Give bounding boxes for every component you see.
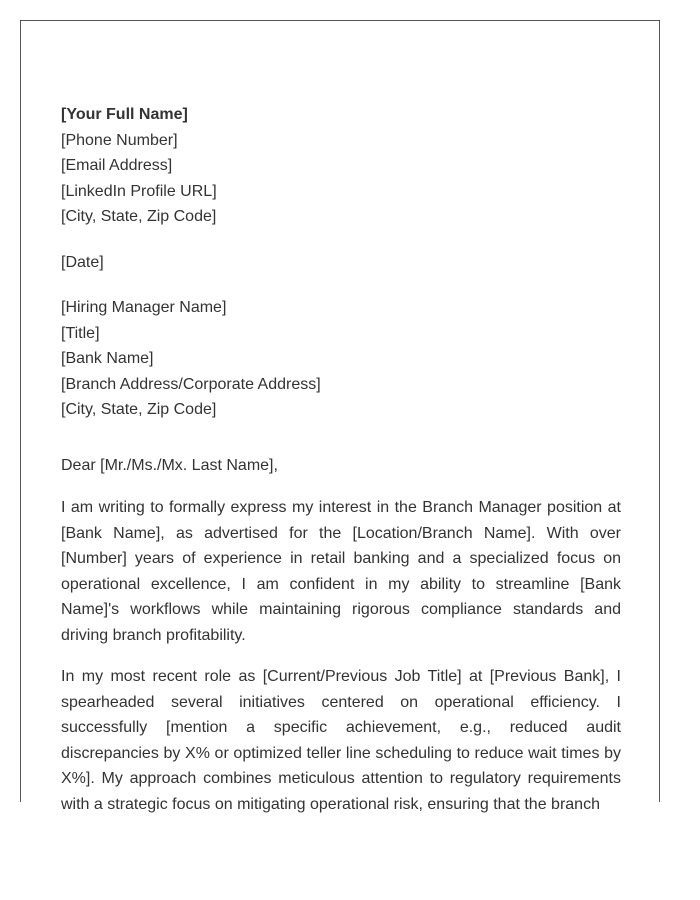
recipient-block: [61, 295, 621, 423]
recipient-name: [Hiring Manager Name]: [61, 299, 227, 316]
body-paragraph-1: I am writing to formally express my interest in the Branch Manager position at [Bank Name], as advertised for the [Location/Branch Name]. With over [Number] years of experience in retail banking and a specialized focus on operational excellence, I am confident in my ability to streamline [Bank Name]'s workflows while maintaining rigorous compliance standards and driving branch profitability.: [61, 499, 621, 644]
salutation-block: [61, 453, 621, 479]
recipient-city-state-zip: [City, State, Zip Code]: [61, 401, 217, 418]
salutation: Dear [Mr./Ms./Mx. Last Name],: [61, 456, 278, 474]
sender-phone: [Phone Number]: [61, 131, 178, 149]
letter-body: [61, 102, 621, 817]
recipient-title: [Title]: [61, 324, 100, 342]
letter-date: [Date]: [61, 253, 104, 271]
recipient-bank: [Bank Name]: [61, 350, 154, 367]
recipient-address: [Branch Address/Corporate Address]: [61, 375, 321, 393]
sender-block: [61, 102, 621, 230]
letter-page: [20, 20, 660, 813]
date-block: [61, 250, 621, 276]
body-paragraph-2: In my most recent role as [Current/Previous Job Title] at [Previous Bank], I spearheaded several initiatives centered on operational efficiency. I successfully [mention a specific achievement, e.g., reduced audit discrepancies by X% or optimized teller line scheduling to reduce wait times by X%]. My approach combines meticulous attention to regulatory requirements with a strategic focus on mitigating operational risk, ensuring that the branch: [61, 668, 621, 813]
sender-email: [Email Address]: [61, 157, 173, 174]
sender-city-state-zip: [City, State, Zip Code]: [61, 208, 217, 225]
sender-name: [Your Full Name]: [61, 106, 188, 123]
sender-linkedin: [LinkedIn Profile URL]: [61, 182, 217, 200]
